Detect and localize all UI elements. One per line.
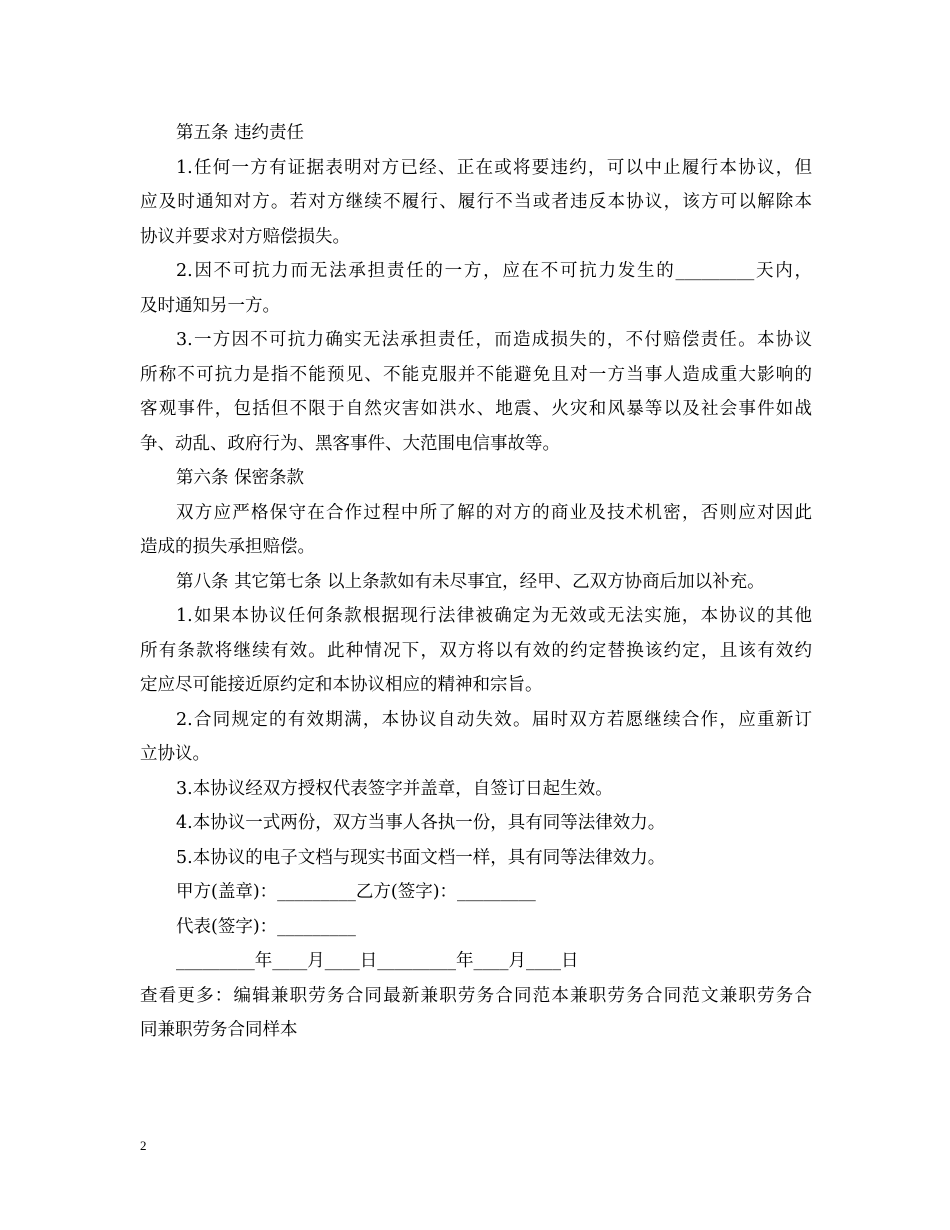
paragraph-line: 争、动乱、政府行为、黑客事件、大范围电信事故等。 (140, 433, 560, 454)
paragraph-line: 立协议。 (140, 744, 210, 764)
paragraph-line: 2.合同规定的有效期满，本协议自动失效。届时双方若愿继续合作，应重新订 (176, 709, 812, 730)
signature-line: 代表(签字)：_________ (176, 916, 356, 937)
paragraph-line: 客观事件，包括但不限于自然灾害如洪水、地震、火灾和风暴等以及社会事件如战 (140, 399, 812, 419)
document-page (140, 116, 812, 1048)
paragraph-line: 1.任何一方有证据表明对方已经、正在或将要违约，可以中止履行本协议，但 (176, 157, 812, 178)
date-line: _________年____月____日_________年____月____日 (176, 951, 579, 971)
paragraph-line: 所有条款将继续有效。此种情况下，双方将以有效的约定替换该约定，且该有效约 (140, 640, 812, 661)
paragraph-line: 定应尽可能接近原约定和本协议相应的精神和宗旨。 (140, 675, 543, 695)
paragraph-line: 双方应严格保守在合作过程中所了解的对方的商业及技术机密，否则应对因此 (176, 502, 812, 523)
paragraph-line: 3.一方因不可抗力确实无法承担责任，而造成损失的，不付赔偿责任。本协议 (176, 330, 812, 350)
paragraph-line: 协议并要求对方赔偿损失。 (140, 226, 350, 247)
see-more-line: 查看更多：编辑兼职劳务合同最新兼职劳务合同范本兼职劳务合同范文兼职劳务合 (140, 985, 812, 1006)
paragraph-line: 5.本协议的电子文档与现实书面文档一样，具有同等法律效力。 (176, 847, 666, 868)
paragraph-line: 应及时通知对方。若对方继续不履行、履行不当或者违反本协议，该方可以解除本 (140, 192, 812, 212)
paragraph-line: 造成的损失承担赔偿。 (140, 537, 315, 557)
paragraph-line: 2.因不可抗力而无法承担责任的一方，应在不可抗力发生的_________天内， (176, 261, 812, 281)
section-heading: 第六条 保密条款 (176, 468, 305, 488)
section-heading: 第八条 其它第七条 以上条款如有未尽事宜，经甲、乙双方协商后加以补充。 (176, 571, 765, 592)
paragraph-line: 4.本协议一式两份，双方当事人各执一份，具有同等法律效力。 (176, 813, 666, 833)
section-heading: 第五条 违约责任 (176, 123, 305, 143)
paragraph-line: 1.如果本协议任何条款根据现行法律被确定为无效或无法实施，本协议的其他 (176, 606, 812, 626)
paragraph-line: 及时通知另一方。 (140, 295, 280, 316)
paragraph-line: 3.本协议经双方授权代表签字并盖章，自签订日起生效。 (176, 778, 613, 799)
paragraph-line: 所称不可抗力是指不能预见、不能克服并不能避免且对一方当事人造成重大影响的 (140, 364, 812, 385)
page-number: 2 (140, 1138, 147, 1153)
see-more-line: 同兼职劳务合同样本 (140, 1020, 298, 1040)
signature-line: 甲方(盖章)：_________乙方(签字)：_________ (176, 882, 536, 902)
